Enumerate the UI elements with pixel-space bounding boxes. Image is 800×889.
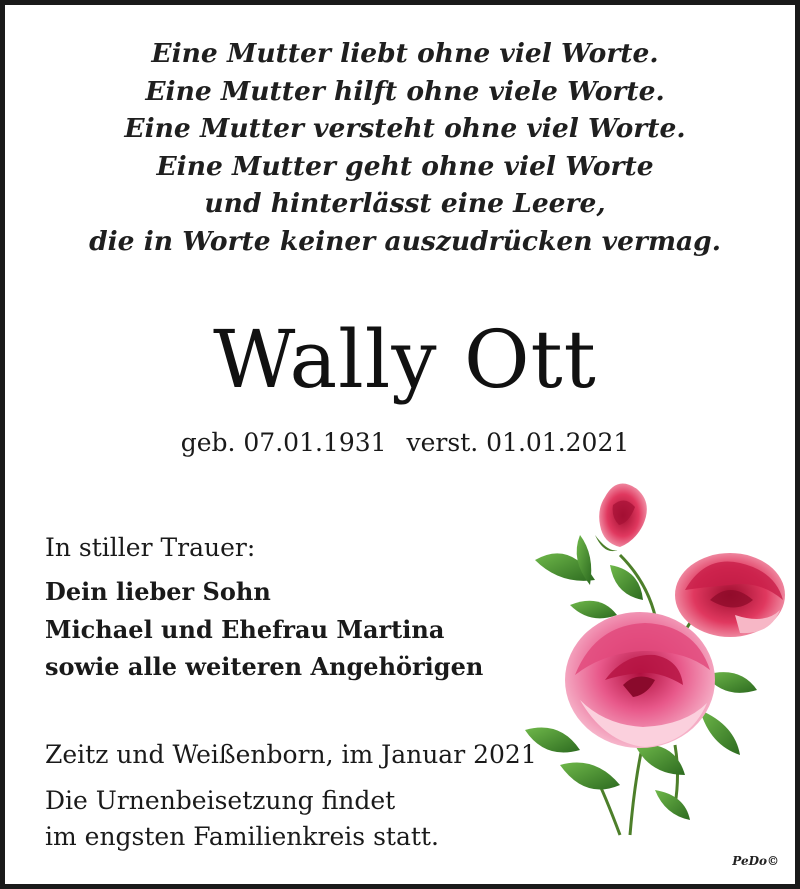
mourner-line: Michael und Ehefrau Martina	[45, 614, 445, 644]
place-and-date: Zeitz und Weißenborn, im Januar 2021	[45, 740, 537, 769]
mourners-list	[45, 573, 483, 686]
roses-illustration	[525, 475, 795, 845]
rose-right	[675, 553, 785, 637]
poem-line: Eine Mutter versteht ohne viel Worte.	[124, 113, 686, 144]
mourning-intro: In stiller Trauer:	[45, 533, 256, 562]
life-dates	[5, 425, 800, 461]
poem	[45, 35, 765, 260]
designer-signature: PeDo©	[732, 854, 779, 868]
burial-line: im engsten Familienkreis statt.	[45, 822, 439, 851]
rose-large	[565, 612, 715, 748]
birth-date: geb. 07.01.1931	[180, 428, 387, 457]
poem-line: Eine Mutter liebt ohne viel Worte.	[151, 38, 659, 69]
burial-line: Die Urnenbeisetzung findet	[45, 786, 396, 815]
poem-line: die in Worte keiner auszudrücken vermag.	[89, 225, 721, 257]
deceased-name: Wally Ott	[213, 313, 597, 406]
rose-bud	[595, 484, 647, 552]
mourner-line: Dein lieber Sohn	[45, 577, 271, 606]
burial-notice	[45, 783, 439, 855]
death-date: verst. 01.01.2021	[406, 428, 630, 457]
poem-line: Eine Mutter geht ohne viel Worte	[156, 150, 654, 182]
poem-line: und hinterlässt eine Leere,	[204, 188, 606, 219]
mourner-line: sowie alle weiteren Angehörigen	[45, 652, 484, 681]
poem-line: Eine Mutter hilft ohne viele Worte.	[145, 75, 665, 107]
